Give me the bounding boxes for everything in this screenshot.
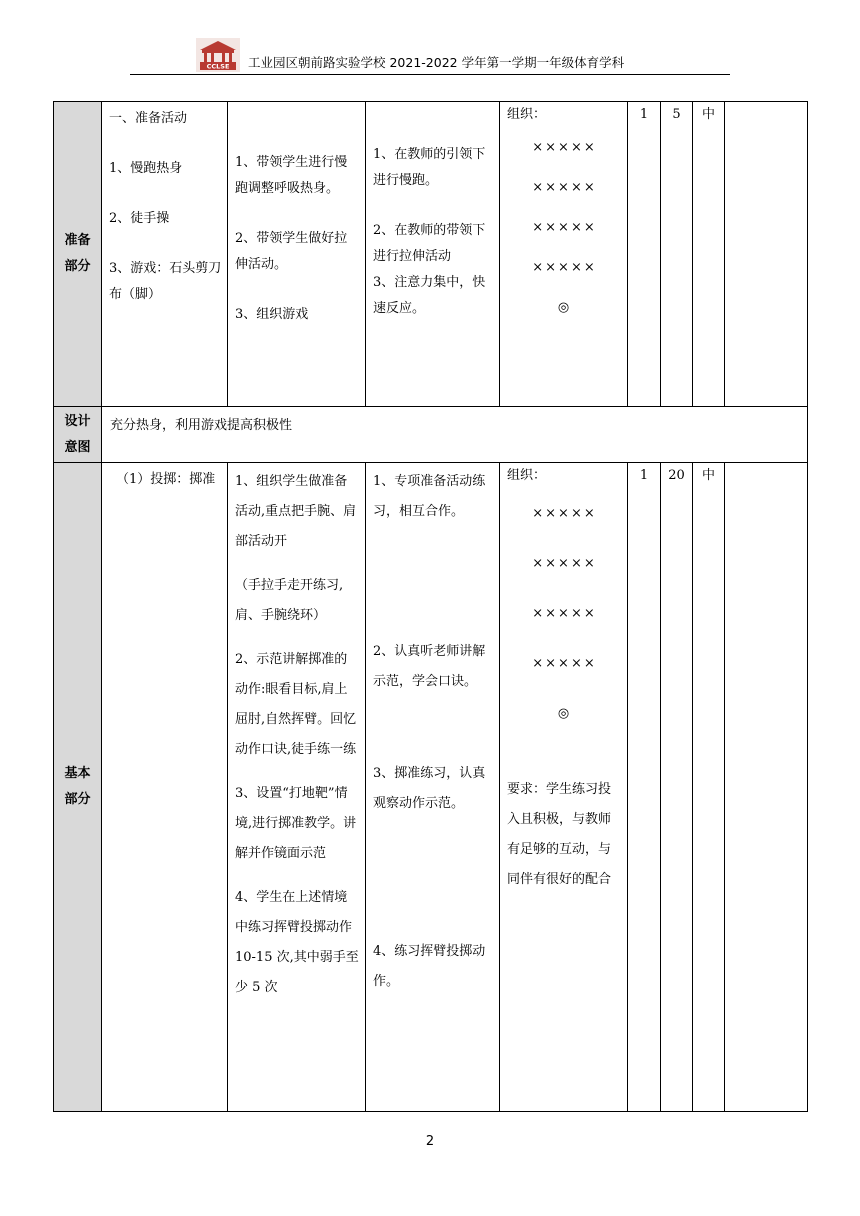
- basic-student-item: 1、专项准备活动练习，相互合作。: [373, 474, 486, 519]
- prep-notes-cell: [725, 102, 808, 407]
- prep-formation-row: ×××××: [532, 220, 597, 235]
- basic-requirement: 要求：学生练习投入且积极，与教师有足够的互动，与同伴有很好的配合: [507, 782, 612, 887]
- prep-row: [54, 102, 808, 407]
- prep-teacher-cell: [228, 102, 366, 407]
- basic-formation-row: ×××××: [532, 506, 597, 521]
- design-row: [54, 407, 808, 463]
- basic-label: 基本部分: [54, 463, 102, 1112]
- design-text: 充分热身，利用游戏提高积极性: [110, 418, 293, 433]
- prep-teacher-item: 2、带领学生做好拉伸活动。: [235, 231, 348, 272]
- basic-org-title: 组织：: [507, 468, 547, 483]
- prep-formation-row: ×××××: [532, 180, 597, 195]
- school-logo: [196, 38, 240, 72]
- prep-student-item: 2、在教师的带领下进行拉伸活动: [373, 223, 486, 264]
- prep-student-item: 1、在教师的引领下进行慢跑。: [373, 147, 486, 188]
- basic-row: [54, 463, 808, 1112]
- basic-org-cell: [500, 463, 628, 1112]
- prep-student-cell: [366, 102, 500, 407]
- design-label: 设计意图: [54, 407, 102, 463]
- prep-formation-row: ×××××: [532, 140, 597, 155]
- prep-content-item: 2、徒手操: [109, 211, 170, 226]
- basic-minutes: 20: [661, 463, 693, 1112]
- basic-teacher-item: 3、设置“打地靶”情境,进行掷准教学。讲解并作镜面示范: [235, 786, 357, 861]
- prep-org-title: 组织：: [507, 107, 547, 122]
- basic-teacher-item: 1、组织学生做准备活动,重点把手腕、肩部活动开: [235, 474, 357, 549]
- prep-label: 准备部分: [54, 102, 102, 407]
- teacher-position-mark: ◎: [557, 300, 572, 315]
- basic-times: 1: [628, 463, 661, 1112]
- basic-student-cell: [366, 463, 500, 1112]
- header-rule: [130, 74, 730, 75]
- lesson-plan-table: [53, 101, 808, 1112]
- basic-formation-row: ×××××: [532, 606, 597, 621]
- basic-content-item: （1）投掷：掷准: [116, 472, 216, 487]
- prep-times: 1: [628, 102, 661, 407]
- svg-text:CCLSE: CCLSE: [206, 62, 230, 71]
- prep-minutes: 5: [661, 102, 693, 407]
- prep-student-item: 3、注意力集中，快速反应。: [373, 275, 486, 316]
- basic-formation-row: ×××××: [532, 556, 597, 571]
- basic-teacher-item: （手拉手走开练习,肩、手腕绕环）: [235, 578, 344, 623]
- basic-student-item: 2、认真听老师讲解示范，学会口诀。: [373, 644, 486, 689]
- prep-content-item: 3、游戏：石头剪刀布（脚）: [109, 261, 222, 302]
- page-header: [130, 38, 730, 76]
- basic-teacher-item: 4、学生在上述情境中练习挥臂投掷动作 10-15 次,其中弱手至少 5 次: [235, 890, 359, 995]
- basic-teacher-item: 2、示范讲解掷准的动作:眼看目标,肩上屈肘,自然挥臂。回忆动作口诀,徒手练一练: [235, 652, 357, 757]
- basic-notes-cell: [725, 463, 808, 1112]
- basic-content-cell: [102, 463, 228, 1112]
- basic-intensity: 中: [693, 463, 725, 1112]
- design-text-cell: [102, 407, 808, 463]
- prep-teacher-item: 1、带领学生进行慢跑调整呼吸热身。: [235, 155, 348, 196]
- prep-intensity: 中: [693, 102, 725, 407]
- prep-org-cell: [500, 102, 628, 407]
- teacher-position-mark: ◎: [557, 706, 572, 721]
- basic-student-item: 4、练习挥臂投掷动作。: [373, 944, 486, 989]
- prep-formation-row: ×××××: [532, 260, 597, 275]
- basic-formation-row: ×××××: [532, 656, 597, 671]
- page-number: 2: [425, 1134, 435, 1149]
- basic-teacher-cell: [228, 463, 366, 1112]
- prep-teacher-item: 3、组织游戏: [235, 307, 309, 322]
- prep-content-cell: [102, 102, 228, 407]
- header-title: 工业园区朝前路实验学校 2021-2022 学年第一学期一年级体育学科: [248, 55, 625, 70]
- basic-student-item: 3、掷准练习，认真观察动作示范。: [373, 766, 486, 811]
- prep-content-item: 一、准备活动: [109, 111, 188, 126]
- prep-content-item: 1、慢跑热身: [109, 161, 183, 176]
